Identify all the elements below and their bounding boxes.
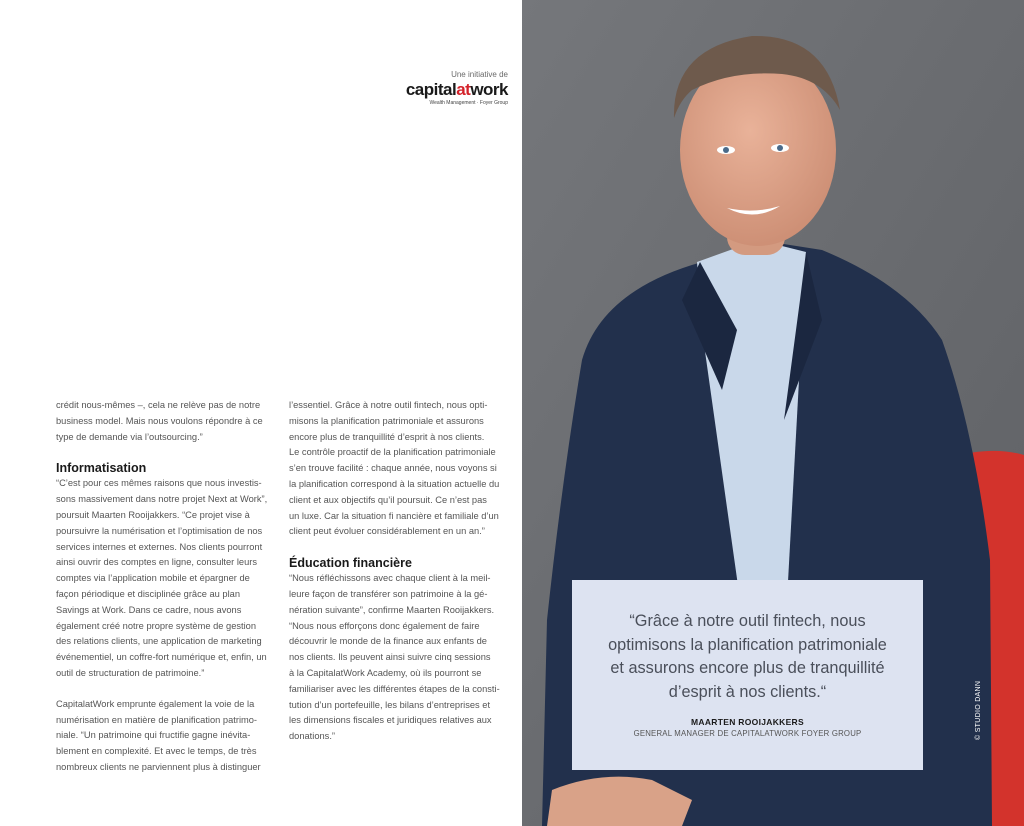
paragraph: CapitalatWork emprunte également la voie de la numérisation en matière de planification patrimo- niale. “Un patrimoine qui fructifie gagne inévita- blement en complexité. Et avec le temps, de très nombreux clients ne parviennent plus à distinguer [56,698,261,772]
paragraph: “C’est pour ces mêmes raisons que nous investis- sons massivement dans notre projet Next at Work”, poursuit Maarten Rooijakkers. “Ce projet vise à poursuivre la numérisation et l’optimisation de nos services internes et externes. Nos clients pourront ainsi ouvrir des comptes en ligne, consulter leurs comptes via l’application mobile et épargner de façon périodique et disciplinée grâce au plan Savings at Work. Dans ce cadre, nous avons également créé notre propre système de gestion des relations clients, une application de marketing événementiel, un coffre-fort numérique et, enfin, un outil de structuration de patrimoine.” [56,478,268,678]
paragraph-gap [56,682,272,697]
paragraph: l’essentiel. Grâce à notre outil fintech, nous opti- misons la planification patrimoniale et assurons encore plus de tranquillité d’esprit à nos clients. Le contrôle proactif de la planification patrimoniale s’en trouve facilité : chaque année, nous voyons si la planification correspond à la situation actuelle du client et aux objectifs qu’il poursuit. Ce n’est pas un luxe. Car la situation fi nancière et familiale d’un client peut évoluer considérablement en un an.” [289,400,500,537]
article-column-2 [289,398,505,745]
logo-word-work: work [470,80,508,99]
quote-author-role: GENERAL MANAGER DE CAPITALATWORK FOYER GROUP [633,729,862,738]
paragraph: crédit nous-mêmes –, cela ne relève pas de notre business model. Mais nous voulons répondre à ce type de demande via l’outsourcing.” [56,400,263,442]
logo-word-capital: capital [405,80,457,99]
quote-author: MAARTEN ROOIJAKKERS [691,717,804,727]
logo-subline: Wealth Management · Foyer Group [429,100,508,106]
logo-wordmark [388,81,508,99]
logo-tagline: Une initiative de [451,70,508,79]
article-column-1 [56,398,272,776]
photo-credit: © STUDIO DANN [975,680,982,740]
paragraph: “Nous réfléchissons avec chaque client à la meil- leure façon de transférer son patrimoine à la gé- nération suivante”, confirme Maarten Rooijakkers. “Nous nous efforçons donc également de faire découvrir le monde de la finance aux enfants de nos clients. Ils peuvent ainsi suivre cinq sessions à la CapitalatWork Academy, où ils pourront se familiariser avec les différentes étapes de la consti- tution d’un portefeuille, les bilans d’entreprises et les dimensions fiscales et juridiques relatives aux donations.” [289,573,500,742]
section-heading-education-financiere: Éducation financière [289,556,412,571]
logo-word-at: at [456,80,471,99]
section-heading-informatisation: Informatisation [56,461,147,476]
iris-left [723,147,729,153]
iris-right [777,145,783,151]
capitalatwork-logo [388,70,508,106]
pull-quote-box [572,580,923,770]
pull-quote-text: “Grâce à notre outil fintech, nous optimisons la planification patrimoniale et assurons encore plus de tranquillité d’esprit à nos clients.“ [608,612,887,701]
